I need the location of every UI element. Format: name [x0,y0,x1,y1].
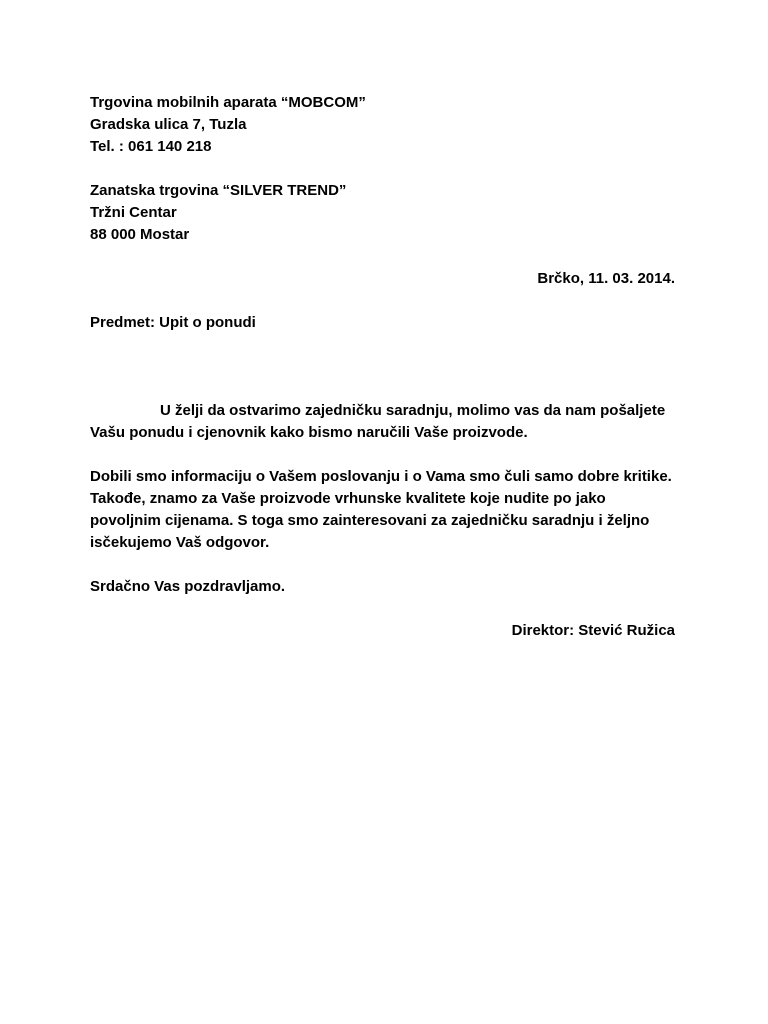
letter-page [90,92,675,642]
body-paragraph-1: U želji da ostvarimo zajedničku saradnju, molimo vas da nam pošaljete Vašu ponudu i cjenovnik kako bismo naručili Vaše proizvode. [90,402,666,441]
sender-name: Trgovina mobilnih aparata “MOBCOM” [90,94,366,111]
closing-line: Srdačno Vas pozdravljamo. [90,578,286,595]
recipient-address: Tržni Centar [90,204,177,221]
sender-phone: Tel. : 061 140 218 [90,138,212,155]
recipient-city: 88 000 Mostar [90,226,190,243]
sender-block [90,92,675,158]
body-paragraph-2: Dobili smo informaciju o Vašem poslovanju i o Vama smo čuli samo dobre kritike. Takođe, znamo za Vaše proizvode vrhunske kvalitete koje nudite po jako povoljnim cijenama. S toga smo zainteresovani za zajedničku saradnju i željno isčekujemo Vaš odgovor. [90,468,672,551]
recipient-block [90,180,675,246]
subject-line: Predmet: Upit o ponudi [90,314,256,331]
recipient-name: Zanatska trgovina “SILVER TREND” [90,182,347,199]
signature-line: Direktor: Stević Ružica [511,622,675,639]
date-line: Brčko, 11. 03. 2014. [537,270,675,287]
sender-address: Gradska ulica 7, Tuzla [90,116,247,133]
